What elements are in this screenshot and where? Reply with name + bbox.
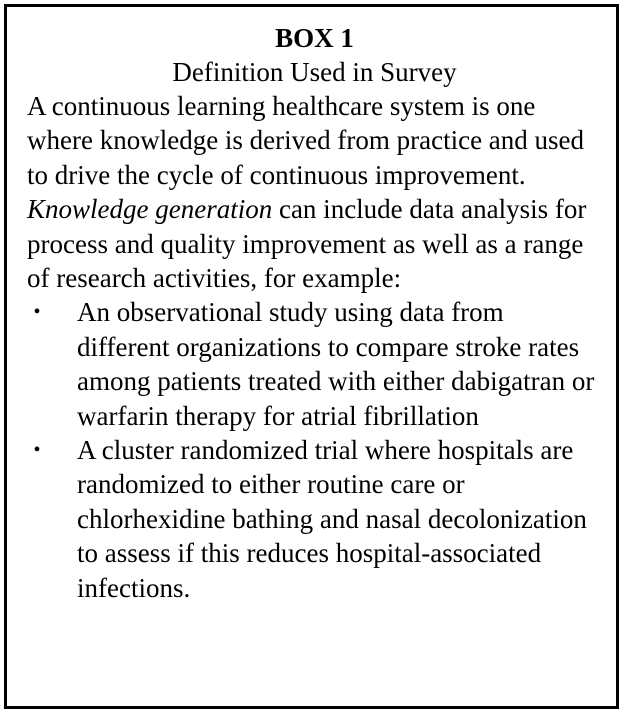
list-item [27, 295, 602, 433]
box-title: BOX 1 [275, 23, 354, 53]
examples-list [27, 295, 602, 605]
list-item-text: An observational study using data from different organizations to compare stroke rates among patients treated with either dabigatran or warfarin therapy for atrial fibrillation [77, 297, 595, 431]
list-item-text: A cluster randomized trial where hospitals are randomized to either routine care or chlorhexidine bathing and nasal decolonization to assess if this reduces hospital-associated infections. [77, 435, 587, 603]
definition-paragraph [27, 89, 602, 295]
box-subtitle: Definition Used in Survey [172, 57, 457, 87]
bullet-icon: • [33, 439, 41, 462]
definition-box [4, 4, 619, 709]
definition-text-part1: A continuous learning healthcare system is one where knowledge is derived from practice and used to drive the cycle of continuous improvement. [27, 91, 585, 190]
knowledge-generation-emphasis: Knowledge generation [27, 194, 273, 225]
list-item [27, 433, 602, 605]
bullet-icon: • [33, 301, 41, 324]
definition-text-part2: can include data analysis for process and quality improvement as well as a range of research activities, for example: [27, 194, 587, 294]
